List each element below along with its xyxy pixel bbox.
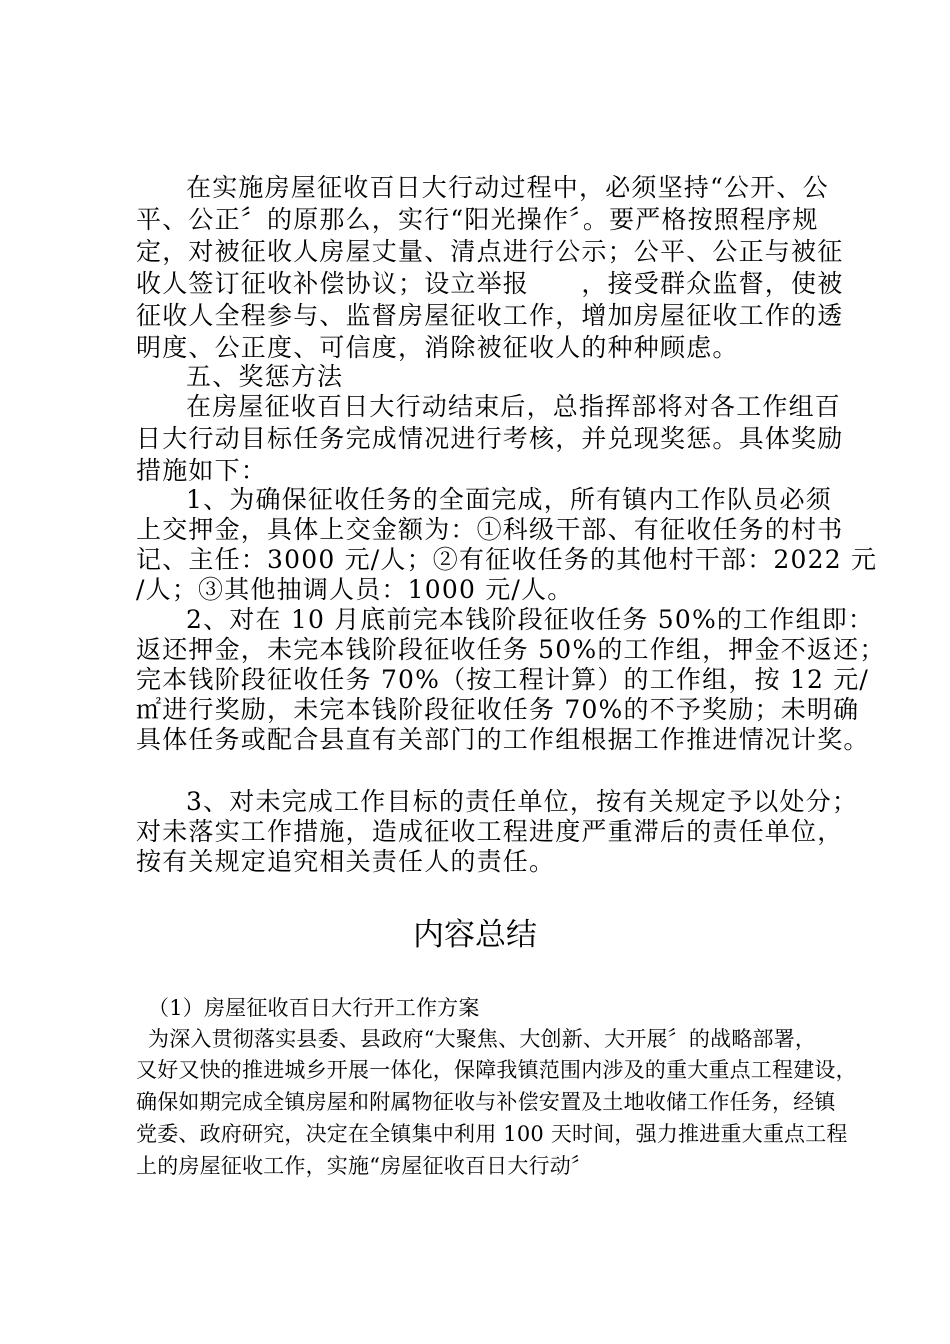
summary-subtitle: （1）房屋征收百日大行开工作方案 xyxy=(148,996,480,1020)
summary-line: 确保如期完成全镇房屋和附属物征收与补偿安置及土地收储工作任务，经镇 xyxy=(136,1090,836,1114)
paragraph-line: 定，对被征收人房屋丈量、清点进行公示；公平、公正与被征 xyxy=(136,237,844,266)
paragraph-line: 完本钱阶段征收任务 70%（按工程计算）的工作组，按 12 元/ xyxy=(136,665,870,694)
paragraph-line: /人；③其他抽调人员：1000 元/人。 xyxy=(136,575,574,604)
paragraph-line: 在实施房屋征收百日大行动过程中，必须坚持“公开、公 xyxy=(186,173,829,202)
summary-line: 又好又快的推进城乡开展一体化，保障我镇范围内涉及的重大重点工程建设， xyxy=(136,1058,857,1082)
paragraph-line: 3、对未完成工作目标的责任单位，按有关规定予以处分； xyxy=(186,787,859,816)
paragraph-line: 明度、公正度、可信度，消除被征收人的种种顾虑。 xyxy=(136,333,739,362)
summary-line: 党委、政府研究，决定在全镇集中利用 100 天时间，强力推进重大重点工程 xyxy=(136,1122,848,1146)
summary-title: 内容总结 xyxy=(413,917,537,953)
paragraph-line: 平、公正〞的原那么，实行“阳光操作〞。要严格按照程序规 xyxy=(136,205,819,234)
paragraph-line: 按有关规定追究相关责任人的责任。 xyxy=(136,847,556,876)
summary-line: 上的房屋征收工作，实施“房屋征收百日大行动〞 xyxy=(136,1154,593,1178)
paragraph-line: 措施如下： xyxy=(136,456,268,485)
paragraph-line: 返还押金，未完本钱阶段征收任务 50%的工作组，押金不返还； xyxy=(136,635,886,664)
paragraph-line: 记、主任：3000 元/人；②有征收任务的其他村干部：2022 元 xyxy=(136,545,878,574)
section-heading: 五、奖惩方法 xyxy=(186,362,344,391)
paragraph-line: 收人签订征收补偿协议；设立举报 ，接受群众监督，使被 xyxy=(136,269,844,298)
paragraph-line: ㎡进行奖励，未完本钱阶段征收任务 70%的不予奖励；未明确 xyxy=(136,695,860,724)
paragraph-line: 在房屋征收百日大行动结束后，总指挥部将对各工作组百 xyxy=(186,392,842,421)
paragraph-line: 上交押金，具体上交金额为：①科级干部、有征收任务的村书 xyxy=(136,515,844,544)
paragraph-line: 1、为确保征收任务的全面完成，所有镇内工作队员必须 xyxy=(186,485,832,514)
summary-line: 为深入贯彻落实县委、县政府“大聚焦、大创新、大开展〞的战略部署， xyxy=(148,1027,817,1051)
paragraph-line: 对未落实工作措施，造成征收工程进度严重滞后的责任单位， xyxy=(136,817,844,846)
paragraph-line: 2、对在 10 月底前完本钱阶段征收任务 50%的工作组即： xyxy=(186,605,875,634)
paragraph-line: 日大行动目标任务完成情况进行考核，并兑现奖惩。具体奖励 xyxy=(136,424,844,453)
paragraph-line: 具体任务或配合县直有关部门的工作组根据工作推进情况计奖。 xyxy=(136,725,870,754)
paragraph-line: 征收人全程参与、监督房屋征收工作，增加房屋征收工作的透 xyxy=(136,301,844,330)
